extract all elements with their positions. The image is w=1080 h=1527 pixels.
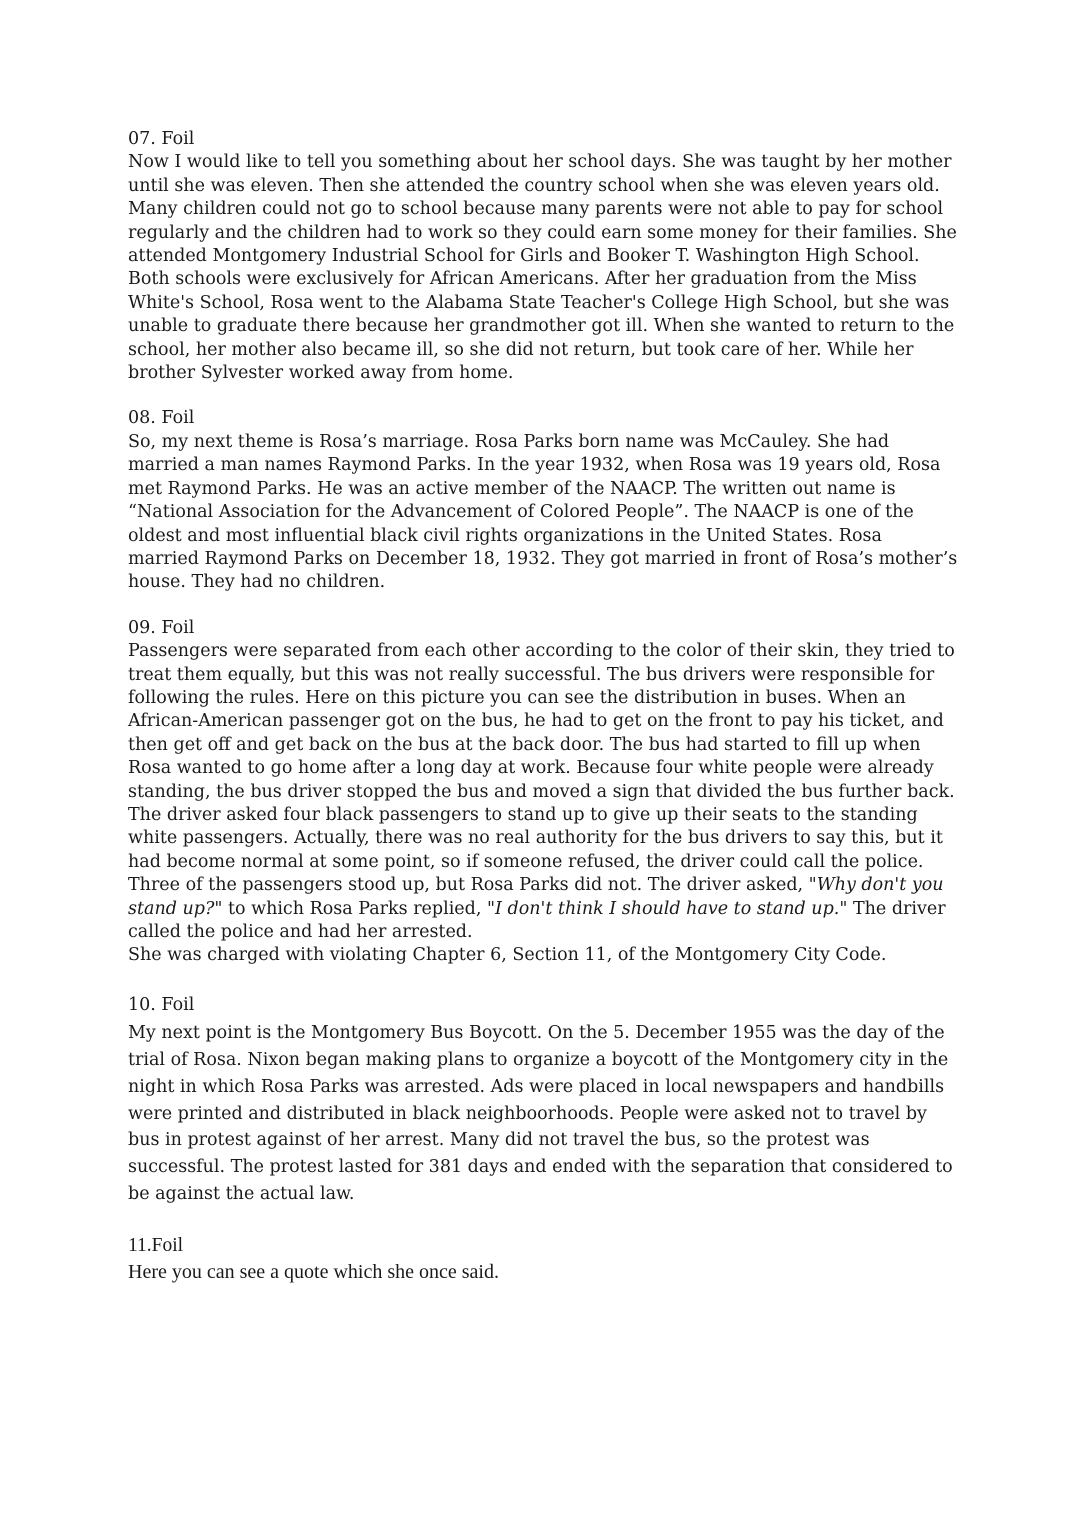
section-heading: 11.Foil <box>128 1234 184 1256</box>
document-page <box>128 128 958 1285</box>
section-heading: 09. Foil <box>128 617 195 638</box>
quote-i-dont-think: "I don't think I should have to stand up." <box>487 898 848 919</box>
section-heading: 07. Foil <box>128 129 195 149</box>
body-text: The driver called the police and had her arrested. <box>128 898 946 942</box>
body-text: Passengers were separated from each other according to the color of their skin, they tried to treat them equally, but this was not really successful. The bus drivers were responsible for following the rules. Here on this picture you can see the distribution in buses. When an African-American passenger got on the bus, he had to get on the front to pay his ticket, and then get off and get back on the bus at the back door. The bus had started to fill up when Rosa wanted to go home after a long day at work. Because four white people were already standing, the bus driver stopped the bus and moved a sign that divided the bus further back. The driver asked four black passengers to stand up to give up their seats to the standing white passengers. Actually, there was no real authority for the bus drivers to say this, but it had become normal at some point, so if someone refused, the driver could call the police. Three of the passengers stood up, but Rosa Parks did not. The driver asked, <box>128 641 955 896</box>
body-text: to which Rosa Parks replied, <box>222 898 487 919</box>
section-heading: 10. Foil <box>128 994 195 1015</box>
section-body: Now I would like to tell you something about her school days. She was taught by her mother until she was eleven. Then she attended the country school when she was eleven years old. Many children could not go to school because many parents were not able to pay for school regularly and the children had to work so they could earn some money for their families. She attended Montgomery Industrial School for Girls and Booker T. Washington High School. Both schools were exclusively for African Americans. After her graduation from the Miss White's School, Rosa went to the Alabama State Teacher's College High School, but she was unable to graduate there because her grandmother got ill. When she wanted to return to the school, her mother also became ill, so she did not return, but took care of her. While her brother Sylvester worked away from home. <box>128 152 957 384</box>
section-body: So, my next theme is Rosa’s marriage. Rosa Parks born name was McCauley. She had married a man names Raymond Parks. In the year 1932, when Rosa was 19 years old, Rosa met Raymond Parks. He was an active member of the NAACP. The written out name is “National Association for the Advancement of Colored People”. The NAACP is one of the oldest and most influential black civil rights organizations in the United States. Rosa married Raymond Parks on December 18, 1932. They got married in front of Rosa’s mother’s house. They had no children. <box>128 431 958 593</box>
section-body: Here you can see a quote which she once said. <box>128 1261 499 1284</box>
section-body-continued: She was charged with violating Chapter 6, Section 11, of the Montgomery City Code. <box>128 945 887 966</box>
section-foil-09 <box>128 617 958 968</box>
section-foil-08 <box>128 407 958 594</box>
section-foil-11 <box>128 1234 958 1285</box>
section-body <box>128 640 958 944</box>
section-body: My next point is the Montgomery Bus Boycott. On the 5. December 1955 was the day of the trial of Rosa. Nixon began making plans to organize a boycott of the Montgomery city in the night in which Rosa Parks was arrested. Ads were placed in local newspapers and handbills were printed and distributed in black neighboorhoods. People were asked not to travel by bus in protest against of her arrest. Many did not travel the bus, so the protest was successful. The protest lasted for 381 days and ended with the separation that considered to be against the actual law. <box>128 1023 953 1204</box>
quote-why-dont-you-stand-up: "Why don't you stand up?" <box>128 875 944 919</box>
section-foil-10 <box>128 994 958 1208</box>
section-heading: 08. Foil <box>128 408 195 429</box>
section-foil-07 <box>128 128 958 385</box>
